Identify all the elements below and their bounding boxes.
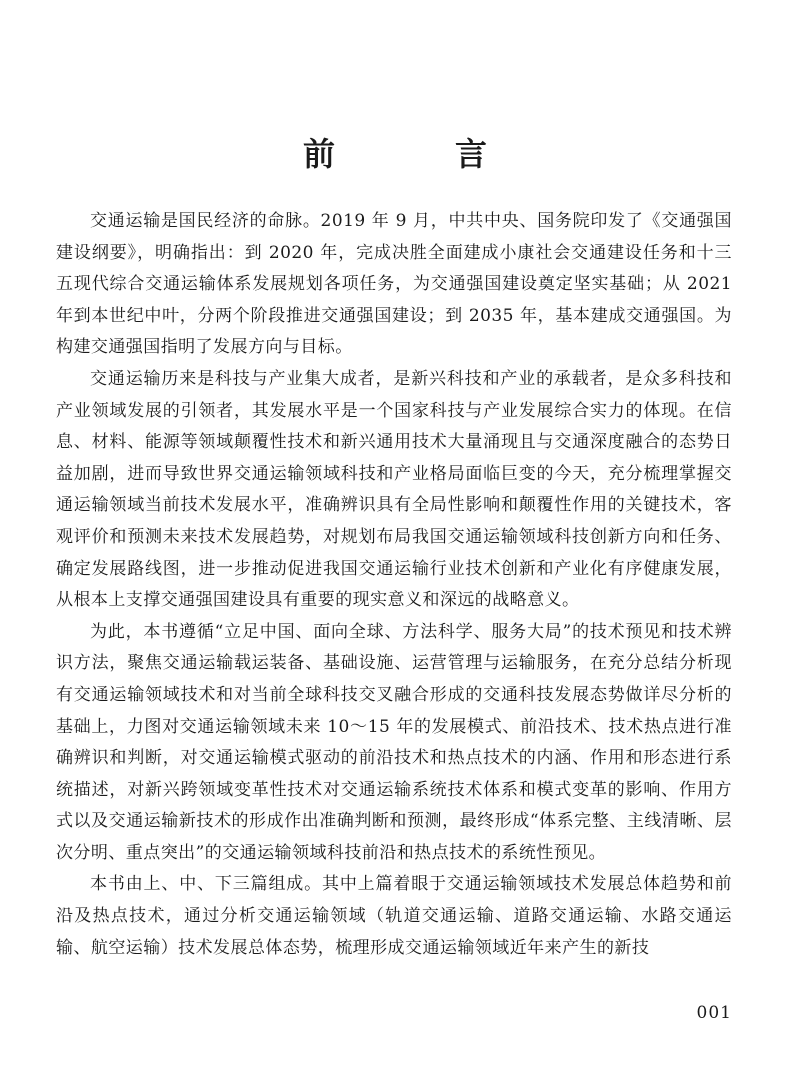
paragraph: 交通运输是国民经济的命脉。2019 年 9 月，中共中央、国务院印发了《交通强国建设纲要》，明确指出：到 2020 年，完成决胜全面建成小康社会交通建设任务和十三五现代综合交通运输体系发展规划各项任务，为交通强国建设奠定坚实基础；从 2021 年到本世纪中叶，分两个阶段推进交通强国建设；到 2035 年，基本建成交通强国。为构建交通强国指明了发展方向与目标。 [56,211,732,358]
page-title: 前 言 [302,135,531,173]
page-number: 001 [696,1003,732,1023]
paragraph: 本书由上、中、下三篇组成。其中上篇着眼于交通运输领域技术发展总体趋势和前沿及热点技术，通过分析交通运输领域（轨道交通运输、道路交通运输、水路交通运输、航空运输）技术发展总体态势，梳理形成交通运输领域近年来产生的新技 [56,874,732,958]
body-text [56,206,732,964]
paragraph: 为此，本书遵循“立足中国、面向全球、方法科学、服务大局”的技术预见和技术辨识方法，聚焦交通运输载运装备、基础设施、运营管理与运输服务，在充分总结分析现有交通运输领域技术和对当前全球科技交叉融合形成的交通科技发展态势做详尽分析的基础上，力图对交通运输领域未来 10～15 年的发展模式、前沿技术、技术热点进行准确辨识和判断，对交通运输模式驱动的前沿技术和热点技术的内涵、作用和形态进行系统描述，对新兴跨领域变革性技术对交通运输系统技术体系和模式变革的影响、作用方式以及交通运输新技术的形成作出准确判断和预测，最终形成“体系完整、主线清晰、层次分明、重点突出”的交通运输领域科技前沿和热点技术的系统性预见。 [56,621,732,863]
paragraph: 交通运输历来是科技与产业集大成者，是新兴科技和产业的承载者，是众多科技和产业领域发展的引领者，其发展水平是一个国家科技与产业发展综合实力的体现。在信息、材料、能源等领域颠覆性技术和新兴通用技术大量涌现且与交通深度融合的态势日益加剧，进而导致世界交通运输领域科技和产业格局面临巨变的今天，充分梳理掌握交通运输领域当前技术发展水平，准确辨识具有全局性影响和颠覆性作用的关键技术，客观评价和预测未来技术发展趋势，对规划布局我国交通运输领域科技创新方向和任务、确定发展路线图，进一步推动促进我国交通运输行业技术创新和产业化有序健康发展，从根本上支撑交通强国建设具有重要的现实意义和深远的战略意义。 [56,368,732,611]
